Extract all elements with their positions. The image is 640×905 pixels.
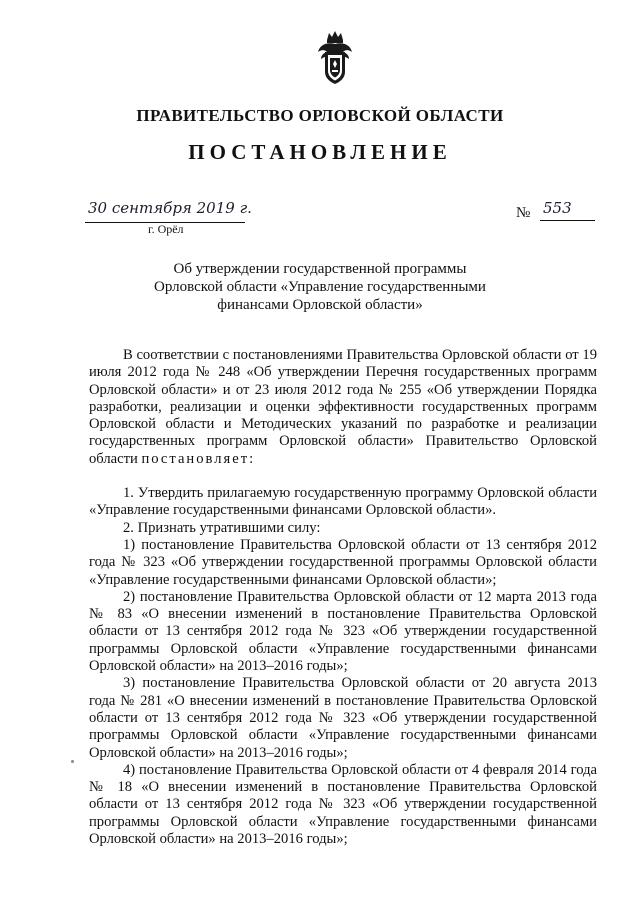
handwritten-date: 30 сентября 2019 г.: [88, 199, 252, 217]
city-label: г. Орёл: [148, 222, 184, 236]
preamble-paragraph: [89, 347, 597, 468]
document-subject: [140, 260, 500, 314]
scan-margin-mark: [71, 760, 74, 763]
handwritten-number: 553: [543, 199, 572, 217]
clause-2-item-2: 2) постановление Правительства Орловской области от 12 марта 2013 года № 83 «О внесении изменений в постановление Правительства Орловской области от 13 сентября 2012 года № 323 «Об утверждении государственной программы Орловской области «Управление государственными финансами Орловской области» на 2013–2016 годы»;: [89, 588, 597, 675]
number-label: №: [516, 205, 531, 221]
document-type-heading: ПОСТАНОВЛЕНИЕ: [188, 140, 452, 164]
subject-line: Об утверждении государственной программы: [173, 261, 467, 277]
document-body: [89, 347, 597, 848]
coat-of-arms-icon: [316, 28, 354, 86]
clause-1: 1. Утвердить прилагаемую государственную программу Орловской области «Управление государственными финансами Орловской области».: [89, 485, 597, 519]
clause-2: 2. Признать утратившими силу:: [123, 519, 321, 536]
clause-2-item-1: 1) постановление Правительства Орловской области от 13 сентября 2012 года № 323 «Об утверждении государственной программы Орловской области «Управление государственными финансами Орловской области»;: [89, 536, 597, 588]
preamble-text: В соответствии с постановлениями Правительства Орловской области от 19 июля 2012 года № 248 «Об утверждении Перечня государственных программ Орловской области» и от 23 июля 2012 года № 255 «Об утверждении Порядка разработки, реализации и оценки эффективности государственных программ Орловской области и Методических указаний по разработке и реализации государственных программ Орловской области» Правительство Орловской области: [89, 347, 597, 467]
government-title: ПРАВИТЕЛЬСТВО ОРЛОВСКОЙ ОБЛАСТИ: [136, 106, 504, 125]
subject-line: финансами Орловской области»: [217, 297, 423, 313]
clause-2-item-3: 3) постановление Правительства Орловской области от 20 августа 2013 года № 281 «О внесении изменений в постановление Правительства Орловской области от 13 сентября 2012 года № 323 «Об утверждении государственной программы Орловской области «Управление государственными финансами Орловской области» на 2013–2016 годы»;: [89, 675, 597, 761]
decree-word: постановляет:: [141, 450, 256, 467]
clause-2-item-4: 4) постановление Правительства Орловской области от 4 февраля 2014 года № 18 «О внесении изменений в постановление Правительства Орловской области от 13 сентября 2012 года № 323 «Об утверждении государственной программы Орловской области «Управление государственными финансами Орловской области» на 2013–2016 годы»;: [89, 761, 597, 848]
subject-line: Орловской области «Управление государственными: [154, 279, 486, 295]
